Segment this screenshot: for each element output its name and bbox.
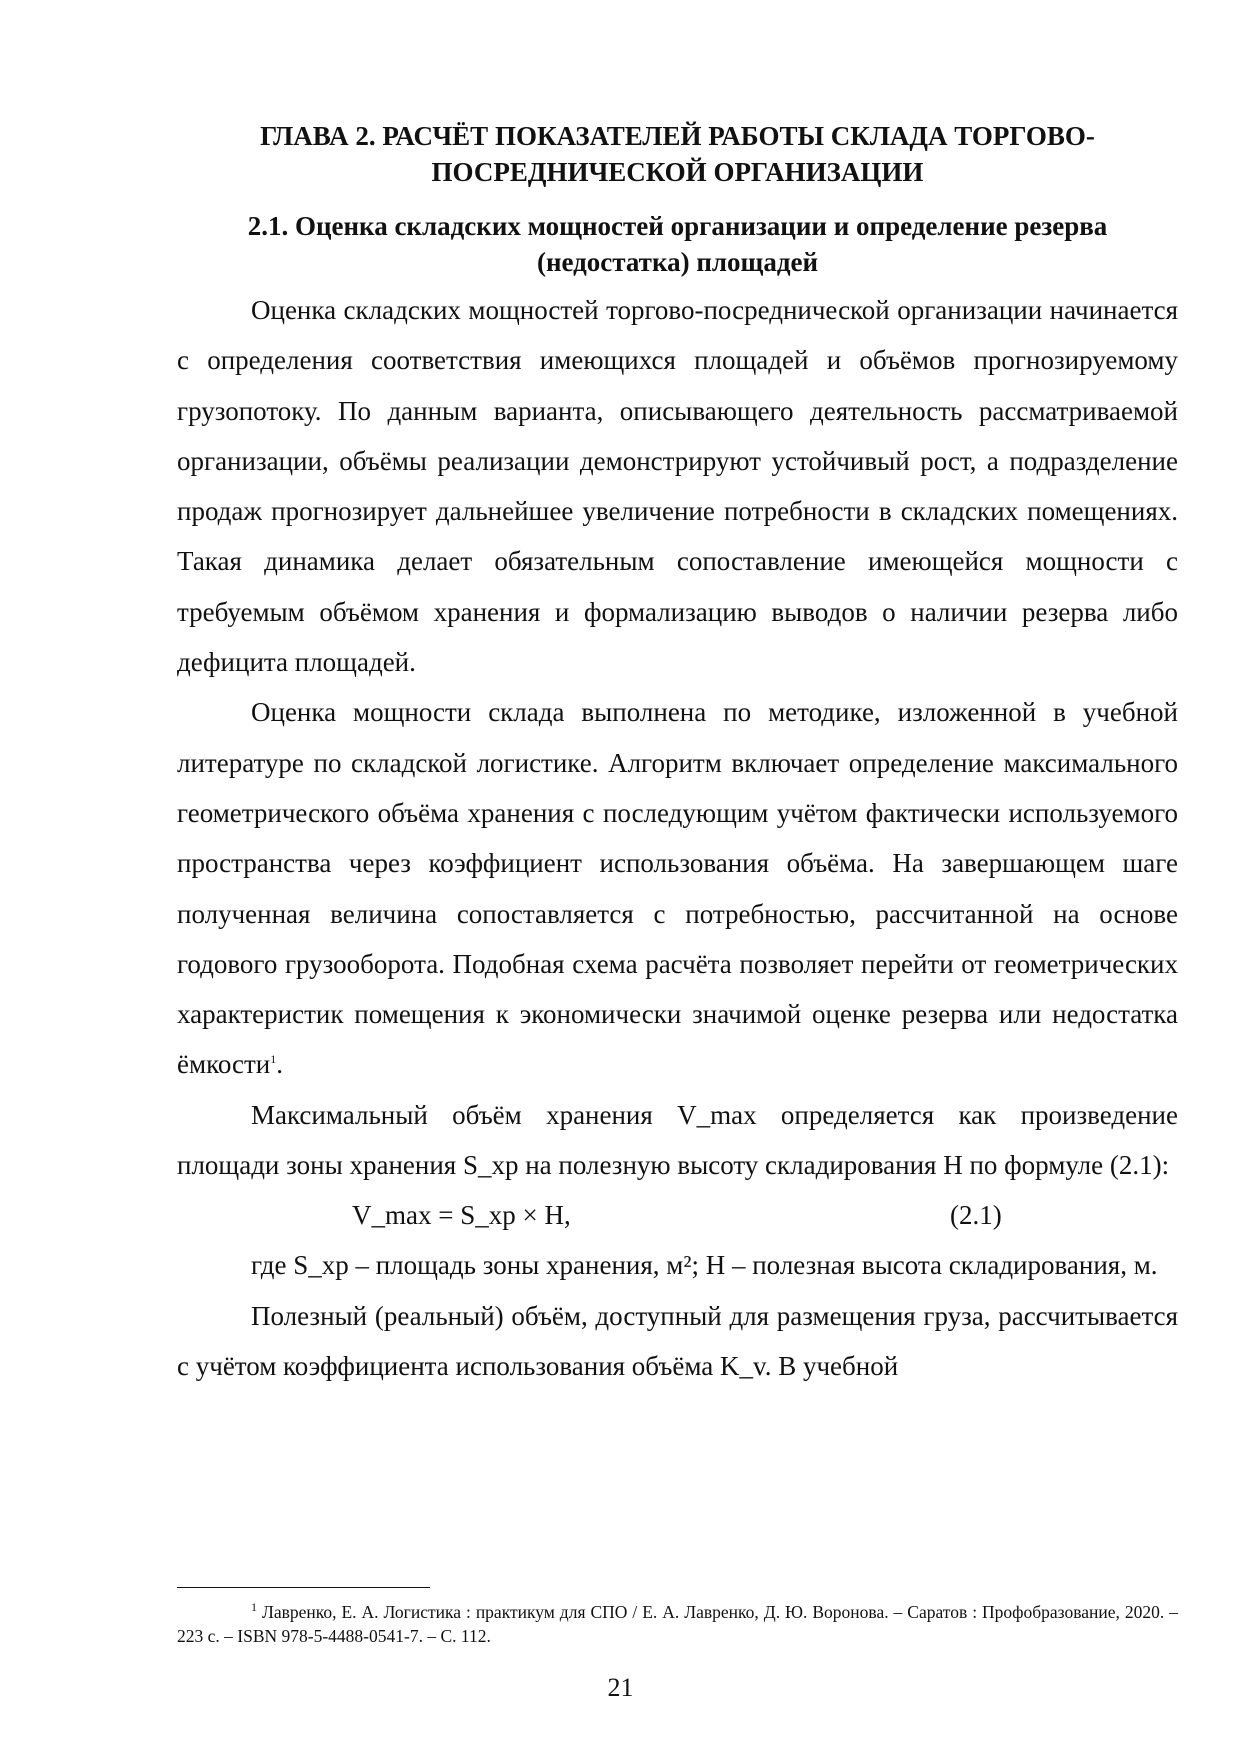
footnote-text: Лавренко, Е. А. Логистика : практикум для СПО / Е. А. Лавренко, Д. Ю. Воронова. – Саратов : Профобразование, 2020. – 223 с. – ISBN 978-5-4488-0541-7. – С. 112. <box>177 1602 1178 1646</box>
body-text <box>177 285 1178 1391</box>
paragraph-4: где S_хр – площадь зоны хранения, м²; H – полезная высота складирования, м. <box>251 1250 1158 1281</box>
paragraph-2-end: . <box>276 1049 283 1080</box>
paragraph-2-text: Оценка мощности склада выполнена по методике, изложенной в учебной литературе по складской логистике. Алгоритм включает определение максимального геометрического объёма хранения с последующим учётом фактически используемого пространства через коэффициент использования объёма. На завершающем шаге полученная величина сопоставляется с потребностью, рассчитанной на основе годового грузооборота. Подобная схема расчёта позволяет перейти от геометрических характеристик помещения к экономически значимой оценке резерва или недостатка ёмкости <box>177 697 1178 1080</box>
footnote-marker: 1 <box>251 1600 257 1615</box>
paragraph-1: Оценка складских мощностей торгово-посреднической организации начинается с определения соответствия имеющихся площадей и объёмов прогнозируемому грузопотоку. По данным варианта, описывающего деятельность рассматриваемой организации, объёмы реализации демонстрируют устойчивый рост, а подразделение продаж прогнозирует дальнейшее увеличение потребности в складских помещениях. Такая динамика делает обязательным сопоставление имеющейся мощности с требуемым объёмом хранения и формализацию выводов о наличии резерва либо дефицита площадей. <box>177 295 1178 678</box>
paragraph-5: Полезный (реальный) объём, доступный для размещения груза, рассчитывается с учётом коэффициента использования объёма K_v. В учебной <box>177 1300 1178 1381</box>
footnote <box>177 1600 1178 1648</box>
paragraph-3: Максимальный объём хранения V_max определяется как произведение площади зоны хранения S_хр на полезную высоту складирования H по формуле (2.1): <box>177 1099 1178 1181</box>
section-title <box>177 208 1178 280</box>
section-title-line-1: 2.1. Оценка складских мощностей организации и определение резерва <box>247 211 1108 241</box>
page-number: 21 <box>607 1673 634 1702</box>
chapter-title-line-2: ПОСРЕДНИЧЕСКОЙ ОРГАНИЗАЦИИ <box>431 157 924 187</box>
section-title-line-2: (недостатка) площадей <box>536 247 819 277</box>
chapter-title-line-1: ГЛАВА 2. РАСЧЁТ ПОКАЗАТЕЛЕЙ РАБОТЫ СКЛАДА ТОРГОВО- <box>260 121 1095 151</box>
chapter-title <box>177 118 1178 190</box>
footnote-reference[interactable]: 1 <box>270 1052 277 1067</box>
paragraph-2 <box>177 687 1178 1089</box>
formula-2-1 <box>177 1190 1178 1240</box>
footnote-separator <box>177 1587 430 1588</box>
formula-number: (2.1) <box>950 1200 1002 1231</box>
formula-expression: V_max = S_хр × H, <box>352 1200 571 1231</box>
